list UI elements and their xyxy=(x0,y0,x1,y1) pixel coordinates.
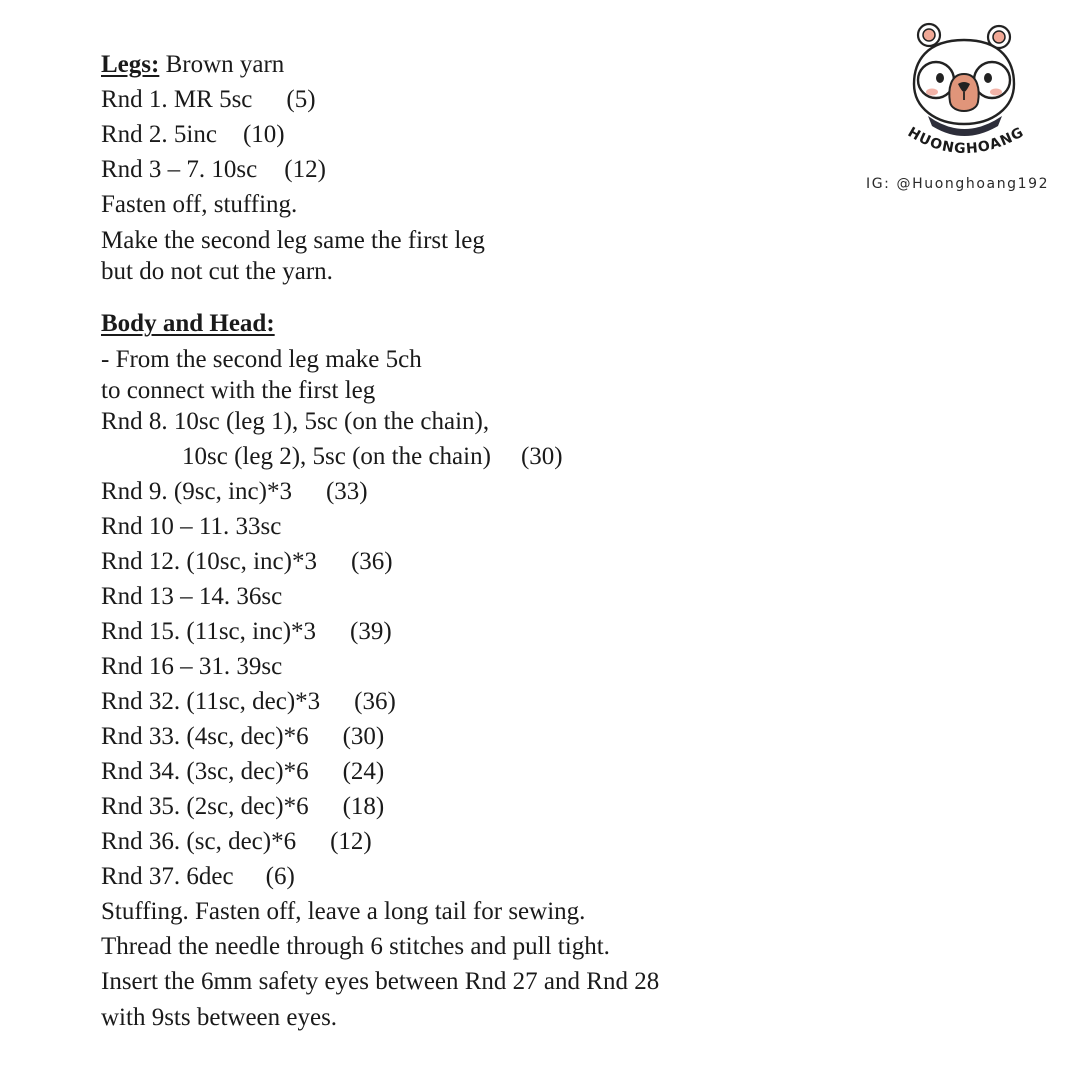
body-intro: - From the second leg make 5ch xyxy=(101,346,422,373)
stitch-count: (30) xyxy=(342,723,385,750)
stitch-count: (5) xyxy=(286,86,316,113)
stitch-count: (36) xyxy=(350,548,393,575)
right-ear-inner-icon xyxy=(993,31,1005,43)
left-eye-icon xyxy=(936,73,944,83)
body-note: Stuffing. Fasten off, leave a long tail for sewing. xyxy=(101,898,586,925)
legs-heading-line xyxy=(101,50,284,80)
round-text: Rnd 37. 6dec xyxy=(101,863,234,890)
stitch-count: (36) xyxy=(354,688,396,715)
body-round xyxy=(101,582,282,612)
body-note: Thread the needle through 6 stitches and pull tight. xyxy=(101,933,610,960)
round-text: Rnd 35. (2sc, dec)*6 xyxy=(101,793,309,820)
body-round xyxy=(101,512,281,542)
body-round xyxy=(101,862,295,892)
round-text: Rnd 33. (4sc, dec)*6 xyxy=(101,723,309,750)
body-round xyxy=(101,757,384,787)
legs-round-2 xyxy=(101,120,285,150)
body-round xyxy=(101,827,372,857)
legs-yarn: Brown yarn xyxy=(159,51,285,78)
round-text: Rnd 3 – 7. 10sc xyxy=(101,156,258,183)
body-intro: to connect with the first leg xyxy=(101,377,376,404)
body-round xyxy=(101,652,282,682)
bear-logo xyxy=(866,22,1066,202)
round-text: Rnd 9. (9sc, inc)*3 xyxy=(101,478,292,505)
left-ear-inner-icon xyxy=(923,29,935,41)
stitch-count: (12) xyxy=(284,156,326,183)
body-round xyxy=(101,792,384,822)
body-heading: Body and Head: xyxy=(101,310,275,337)
legs-heading: Legs: xyxy=(101,51,160,78)
body-round-8-cont xyxy=(182,442,563,472)
body-heading-line xyxy=(101,309,275,339)
body-note: with 9sts between eyes. xyxy=(101,1004,338,1031)
round-text: Rnd 2. 5inc xyxy=(101,121,217,148)
body-round xyxy=(101,547,393,577)
round-text: Rnd 36. (sc, dec)*6 xyxy=(101,828,297,855)
body-round xyxy=(101,687,396,717)
round-text: Rnd 13 – 14. 36sc xyxy=(101,583,283,610)
stitch-count: (30) xyxy=(520,443,563,470)
instagram-handle: IG: @Huonghoang192 xyxy=(866,176,1050,192)
body-round-8: Rnd 8. 10sc (leg 1), 5sc (on the chain), xyxy=(101,408,490,435)
stitch-count: (33) xyxy=(325,478,368,505)
round-text: Rnd 32. (11sc, dec)*3 xyxy=(101,688,321,715)
left-blush-icon xyxy=(926,89,938,96)
stitch-count: (10) xyxy=(242,121,285,148)
legs-round-3-7 xyxy=(101,155,326,185)
body-round xyxy=(101,722,384,752)
round-text: Rnd 1. MR 5sc xyxy=(101,86,253,113)
legs-note: Fasten off, stuffing. xyxy=(101,191,298,218)
legs-note: but do not cut the yarn. xyxy=(101,258,333,285)
body-note: Insert the 6mm safety eyes between Rnd 27 and Rnd 28 xyxy=(101,968,660,995)
stitch-count: (12) xyxy=(330,828,372,855)
stitch-count: (18) xyxy=(342,793,385,820)
body-round xyxy=(101,477,368,507)
right-eye-icon xyxy=(984,73,992,83)
round-text: Rnd 15. (11sc, inc)*3 xyxy=(101,618,317,645)
stitch-count: (24) xyxy=(342,758,385,785)
round-text: Rnd 34. (3sc, dec)*6 xyxy=(101,758,309,785)
body-round xyxy=(101,617,392,647)
legs-note: Make the second leg same the first leg xyxy=(101,227,485,254)
round-text: 10sc (leg 2), 5sc (on the chain) xyxy=(182,443,491,470)
round-text: Rnd 12. (10sc, inc)*3 xyxy=(101,548,317,575)
stitch-count: (6) xyxy=(265,863,295,890)
right-blush-icon xyxy=(990,89,1002,96)
brand-logo-text: HUONGHOANG xyxy=(904,124,1028,158)
legs-round-1 xyxy=(101,85,316,115)
round-text: Rnd 10 – 11. 33sc xyxy=(101,513,282,540)
stitch-count: (39) xyxy=(350,618,392,645)
round-text: Rnd 16 – 31. 39sc xyxy=(101,653,283,680)
